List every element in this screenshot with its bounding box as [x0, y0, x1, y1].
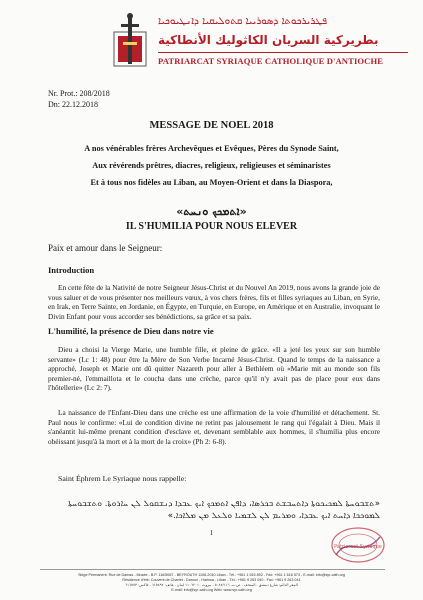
- stamp-text: Patriarcat Syriaque: [334, 544, 382, 550]
- footer-line-2: Résidence d'été: Couvent de Charfet - Daroun - Harissa - Liban - Tél.: +961 9 263 040 - Fax: +961 9 263 041: [122, 578, 301, 582]
- address-line-1: A nos vénérables frères Archevêques et Evêques, Pères du Synode Saint,: [84, 144, 339, 153]
- syriac-quotation: «ܬܫܒܘܚܬܐ ܠܡܟܝܟܘܬܐ ܕܐܬܚܒܫܬ ܒܟܪܣܐ، ܕܐܦܢ ܐܬܡܟܟ ܐܝܟ ܥܒܕܐ ܕܢܫܩܘܠ ܠܢ ܚܐܪܘܬܐ. ܘܬܫܒܘܚܬܐ ܠܡܘܟܟܐ ܕܐܚܬ ܐܝܟ ܥܒܕܐ، ܘܡܪܝܡ ܠܢ ܠܫܡܝܐ ܘܠܥܠ ܡܢ ܡܠܐܟܐ.»: [68, 499, 380, 521]
- address-line-2: Aux révérends prêtres, diacres, religieux, religieuses et séminaristes: [92, 161, 331, 170]
- footer-line-4: E-mail: info@syr-cath.org Web: www.syr-cath.org: [171, 588, 252, 592]
- reference-block: [48, 88, 110, 110]
- official-stamp-icon: [330, 525, 386, 565]
- address-line-3: Et à tous nos fidèles au Liban, au Moyen-Orient et dans la Diaspora,: [90, 178, 333, 187]
- footer-line-1: Siège Permanent: Rue de Damas - Musée - B.P. 116/5087 - BEYROUTH 1106-2010 Liban - Tél.: +961 1 615 892 - Fax: +961 1 616 573 - E-mail: info@syr-cath.org: [78, 573, 345, 577]
- header-french-name: PATRIARCAT SYRIAQUE CATHOLIQUE D'ANTIOCHE: [158, 56, 384, 66]
- message-subtitle: IL S'HUMILIA POUR NOUS ELEVER: [125, 221, 298, 232]
- patriarchal-crest-icon: [112, 12, 148, 68]
- humility-paragraph-1: Dieu a choisi la Vierge Marie, une humble fille, et pleine de grâce. «Il a jeté les yeux sur son humble servante» (Lc 1: 48) pour être la Mère de Son Verbe Incarné Jésus-Christ. Quand le temps de la naissance a approché, Joseph et Marie ont dû quitter Nazareth pour aller à Bethléem où «Marie mit au monde son fils premier-né, l'emmaillota et le coucha dans une crèche, parce qu'il n'y avait pas de place pour eux dans l'hôtellerie» (Lc 2: 7).: [48, 345, 380, 393]
- page-number: 1: [209, 529, 214, 537]
- section-heading-introduction: Introduction: [48, 265, 95, 275]
- intro-paragraph: En cette fête de la Nativité de notre Seigneur Jésus-Christ et du Nouvel An 2019, nous avons la grande joie de vous saluer et de vous présenter nos meilleurs vœux, à vos chers frères, fils et filles syriaques au Liban, en Syrie, en Irak, en Terre Sainte, en Jordanie, en Égypte, en Turquie, en Europe, en Amérique et en Australie, invoquant le Divin Enfant pour vous accorder ses bénédictions, sa grâce et sa paix.: [48, 283, 380, 321]
- footer-divider: [40, 569, 385, 570]
- protocol-number: Nr. Prot.: 208/2018: [48, 89, 110, 98]
- syriac-title-line: «ܐܬܡܟܟ ܘܢܚܬ»: [176, 205, 247, 218]
- header-arabic-name: بطريركية السريان الكاثوليك الأنطاكية: [158, 33, 379, 47]
- section-heading-humility: L'humilité, la présence de Dieu dans notre vie: [48, 326, 214, 336]
- footer-line-3: المقر الدائم: شارع دمشق - المتحف - ص.ب. ٥٠٨٧/١١٦ - بيروت ١١٠٦٢٠١٠ لبنان - هاتف: ٦١٥٨٩٢ - فاكس: ٦١٦٥٧٣: [125, 583, 298, 587]
- humility-paragraph-3: Saint Éphrem Le Syriaque nous rappelle:: [58, 474, 187, 483]
- salutation: Paix et amour dans le Seigneur:: [48, 243, 163, 253]
- page-title: MESSAGE DE NOEL 2018: [149, 120, 274, 131]
- document-date: Dn: 22.12.2018: [48, 100, 98, 109]
- header-divider: [158, 52, 408, 53]
- humility-paragraph-2: La naissance de l'Enfant-Dieu dans une crèche est une affirmation de la voie d'humilité et détachement. St. Paul nous le confirme: «Lui de condition divine ne retint pas jalousement le rang qui l'égalait à Dieu. Mais il s'anéantit lui-même prenant condition d'esclave et, devenant semblable aux hommes, il s'humilia plus encore obéissant jusqu'à la mort et à la mort de la croix» (Ph 2: 6-8).: [48, 408, 380, 446]
- header-syriac-name: ܦܛܪܝܪܟܘܬܐ ܕܣܘܪܝܝܐ ܩܬܘܠܝܩܝܐ ܕܐܢܛܝܘܟܝܐ: [158, 16, 328, 27]
